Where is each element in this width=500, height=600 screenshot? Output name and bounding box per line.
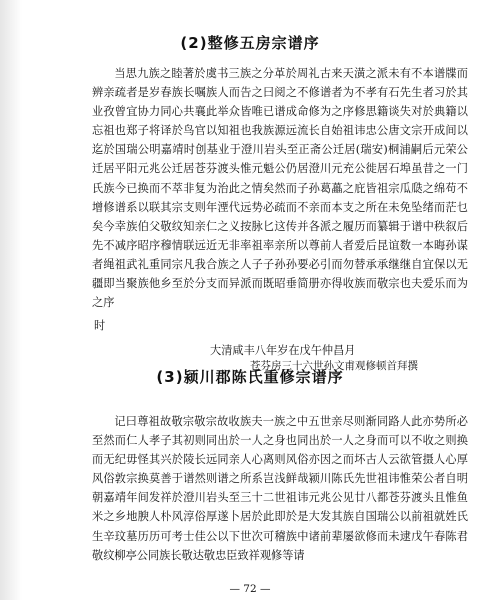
section-body-1: 当思九族之睦著於虞书三族之分革於周礼古来天潢之派未有不本谱牒而辨亲疏者是岁春族长嘱族人而告之曰阅之不修谱者为不孝有石先生者习於其业孜曾宜协力同心共襄此举众皆唯已谱成命修为之序修思籍谈失对於典籍以忘祖也郑子将译於鸟官以知祖也我族源远流长自始祖讳忠公唐文宗开成间以迄於国瑞公明嘉靖时创基业于澄川岩头至正斋公迁居(瑞安)桐浦嗣后元荣公迁居平阳元兆公迁居苍芬渡头惟元魁公仍居澄川元充公徙居石埠虽昔之一门氏族今已换而不萃非复为治此之情矣然而子孙葛藟之庇皆祖宗瓜瓞之绵苟不增修谱系以联其宗支则年湮代远势必疏而不亲而本支之所在未免坠绪而茫乜矣今幸族伯父敬纹知亲仁之义按脉匕这传并各派之履历而纂辑于谱中秩叙后先不减序昭序穆情联远近无非率祖率亲所以尊前人者爱后昆谊数一本晦孙谋者绳祖武礼重同宗凡我合族之人子子孙孙要必引而勿替承承继继自宜保以无疆即当聚族他乡至於分支而异派而既昭垂简册亦得收族而敬宗也夫爱乐而为之序	[92, 67, 468, 310]
date-line: 大清咸丰八年岁在戊午仲昌月	[210, 344, 356, 357]
section-body-2: 记曰尊祖故敬宗敬宗故收族夫一族之中五世亲尽则渐同路人此亦势所必至然而仁人孝子其初则同出於一人之身也同出於一人之身而可以不收之则换而无纪毋怪其兴於陵长远同亲人心离则风俗亦因之而坏古人云欲管摄人心厚风俗敦宗换莫善于谱然则谱之所系岂浅鲜哉颍川陈氏先世祖讳惟荣公者自明朝嘉靖年间发祥於澄川岩头至三十二世祖讳元兆公见廿八都苍芬渡头且惟鱼米之乡地腴人朴风淳俗厚遂卜居於此即於是大发其族自国瑞公以前祖就姓氏生辛玟墓历历可考士佳公以下世次可稽族中诸前辈屡欲修而未逮戊午春陈君敬纹柳亭公同族长敬达敬忠臣致祥观修等请	[92, 415, 468, 562]
author-line: 苍芬房三十六世孙文甫观修顿首拜撰	[250, 360, 418, 372]
section-title-1: (2)整修五房宗谱序	[180, 34, 320, 52]
section-end-word: 时	[94, 319, 106, 332]
page-number: — 72 —	[229, 583, 271, 595]
spine-shadow	[0, 0, 22, 600]
section-title-2: (3)颍川郡陈氏重修宗谱序	[156, 368, 344, 386]
